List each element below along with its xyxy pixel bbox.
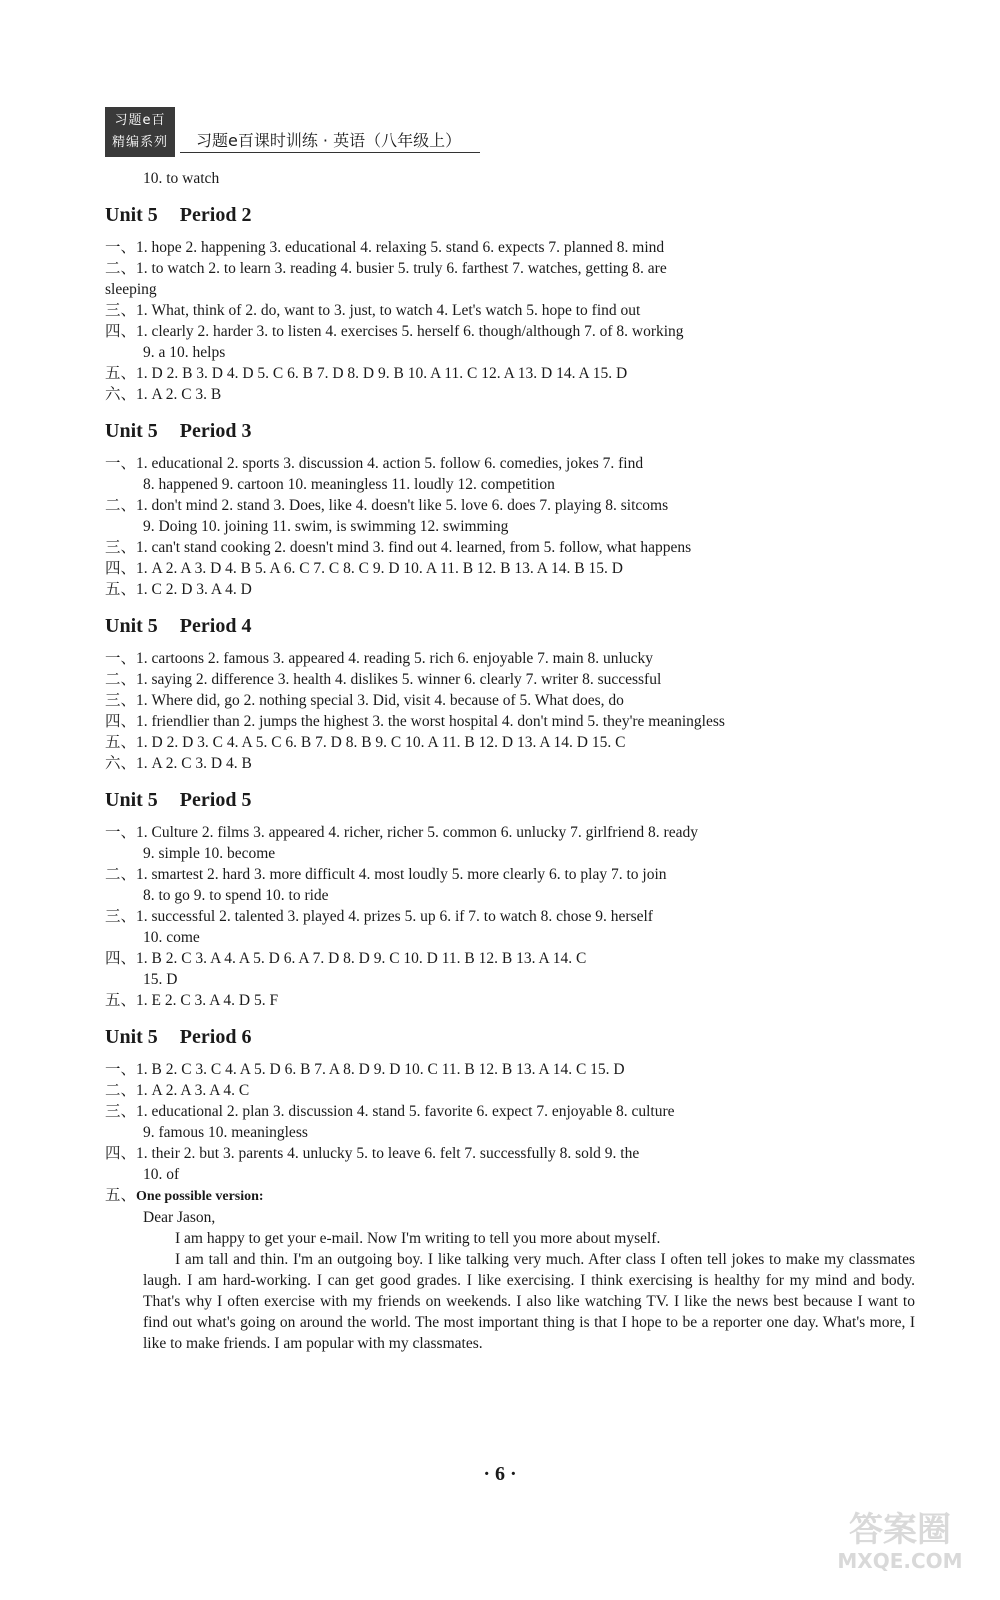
series-logo — [105, 107, 175, 157]
answer-line: 二、1. smartest 2. hard 3. more difficult 4. most loudly 5. more clearly 6. to play 7. to join — [105, 866, 667, 883]
unit-heading — [105, 419, 915, 443]
period-label: Period 3 — [179, 420, 252, 442]
unit-heading — [105, 614, 915, 638]
answer-line: 10. come — [143, 929, 200, 946]
unit-label: Unit 5 — [105, 204, 158, 226]
answer-line: 一、1. B 2. C 3. C 4. A 5. D 6. B 7. A 8. D 9. D 10. C 11. B 12. B 13. A 14. C 15. D — [105, 1061, 625, 1078]
answer-line: 一、1. Culture 2. films 3. appeared 4. richer, richer 5. common 6. unlucky 7. girlfriend 8. ready — [105, 824, 698, 841]
essay-section — [105, 1185, 915, 1354]
period-label: Period 2 — [179, 204, 252, 226]
unit-heading — [105, 203, 915, 227]
answer-content — [105, 168, 915, 1354]
watermark-cn: 答案圈 — [849, 1510, 951, 1550]
answer-line: 一、1. hope 2. happening 3. educational 4. relaxing 5. stand 6. expects 7. planned 8. mind — [105, 239, 665, 256]
unit-label: Unit 5 — [105, 615, 158, 637]
logo-line-2: 精编系列 — [111, 135, 168, 150]
answer-line: 四、1. A 2. A 3. D 4. B 5. A 6. C 7. C 8. C 9. D 10. A 11. B 12. B 13. A 14. B 15. D — [105, 560, 623, 577]
answer-line: 8. to go 9. to spend 10. to ride — [143, 887, 329, 904]
watermark-logo — [825, 1510, 975, 1580]
unit-section — [105, 614, 915, 774]
answer-line: 三、1. educational 2. plan 3. discussion 4. stand 5. favorite 6. expect 7. enjoyable 8. culture — [105, 1103, 675, 1120]
logo-line-1: 习题e百 — [114, 113, 166, 128]
page-number: · 6 · — [483, 1463, 517, 1485]
answer-line: 三、1. successful 2. talented 3. played 4. prizes 5. up 6. if 7. to watch 8. chose 9. herself — [105, 908, 653, 925]
answer-line: 三、1. Where did, go 2. nothing special 3. Did, visit 4. because of 5. What does, do — [105, 692, 624, 709]
answer-line: 8. happened 9. cartoon 10. meaningless 11. loudly 12. competition — [143, 476, 555, 493]
period-label: Period 4 — [179, 615, 252, 637]
answer-line: 10. of — [143, 1166, 180, 1183]
unit-label: Unit 5 — [105, 1026, 158, 1048]
answer-line: 四、1. B 2. C 3. A 4. A 5. D 6. A 7. D 8. D 9. C 10. D 11. B 12. B 13. A 14. C — [105, 950, 587, 967]
unit-label: Unit 5 — [105, 420, 158, 442]
unit-section — [105, 419, 915, 600]
unit-heading — [105, 788, 915, 812]
answer-line: sleeping — [105, 281, 157, 298]
answer-line: 一、1. educational 2. sports 3. discussion 4. action 5. follow 6. comedies, jokes 7. find — [105, 455, 644, 472]
unit-heading — [105, 1025, 915, 1049]
unit-section — [105, 203, 915, 405]
period-label: Period 6 — [179, 1026, 252, 1048]
answer-line: 9. simple 10. become — [143, 845, 276, 862]
header-divider — [180, 152, 480, 153]
answer-line: 一、1. cartoons 2. famous 3. appeared 4. reading 5. rich 6. enjoyable 7. main 8. unlucky — [105, 650, 653, 667]
answer-line: 五、1. E 2. C 3. A 4. D 5. F — [105, 992, 279, 1009]
answer-line: 三、1. What, think of 2. do, want to 3. just, to watch 4. Let's watch 5. hope to find out — [105, 302, 641, 319]
answer-line: 9. famous 10. meaningless — [143, 1124, 308, 1141]
essay-label: 五、 — [105, 1187, 137, 1204]
answer-line: 六、1. A 2. C 3. B — [105, 386, 222, 403]
answer-line: 五、1. C 2. D 3. A 4. D — [105, 581, 252, 598]
watermark-en: MXQE.COM — [837, 1549, 963, 1573]
answer-line: 三、1. can't stand cooking 2. doesn't mind 3. find out 4. learned, from 5. follow, what happens — [105, 539, 692, 556]
period-label: Period 5 — [179, 789, 252, 811]
answer-line: 四、1. their 2. but 3. parents 4. unlucky 5. to leave 6. felt 7. successfully 8. sold 9. the — [105, 1145, 640, 1162]
essay-paragraph: I am happy to get your e-mail. Now I'm writing to tell you more about myself. — [175, 1230, 661, 1247]
answer-line: 四、1. clearly 2. harder 3. to listen 4. exercises 5. herself 6. though/although 7. of 8. working — [105, 323, 684, 340]
answer-line: 二、1. saying 2. difference 3. health 4. dislikes 5. winner 6. clearly 7. writer 8. successful — [105, 671, 662, 688]
answer-line: 二、1. A 2. A 3. A 4. C — [105, 1082, 250, 1099]
unit-section — [105, 788, 915, 1011]
answer-line: 四、1. friendlier than 2. jumps the highest 3. the worst hospital 4. don't mind 5. they're meaningless — [105, 713, 725, 730]
answer-line: 9. a 10. helps — [143, 344, 226, 361]
answer-line: 六、1. A 2. C 3. D 4. B — [105, 755, 252, 772]
essay-paragraph: I am tall and thin. I'm an outgoing boy. I like talking very much. After class I often tell jokes to make my classmates laugh. I am hard-working. I can get good grades. I like exercising. I think exercising is healthy for my mind and body. That's why I often exercise with my friends on weekends. I also like watching TV. I like the news best because I want to find out what's going on around the world. The most important thing is that I hope to be a reporter one day. What's more, I like to make friends. I am popular with my classmates. — [143, 1251, 915, 1352]
answer-line: 15. D — [143, 971, 178, 988]
book-title: 习题e百课时训练 · 英语（八年级上） — [196, 131, 462, 150]
essay-version-label: One possible version: — [136, 1189, 264, 1204]
unit-label: Unit 5 — [105, 789, 158, 811]
answer-line: 二、1. don't mind 2. stand 3. Does, like 4. doesn't like 5. love 6. does 7. playing 8. sitcoms — [105, 497, 669, 514]
answer-line: 9. Doing 10. joining 11. swim, is swimming 12. swimming — [143, 518, 509, 535]
units-container — [105, 203, 915, 1185]
essay-greeting: Dear Jason, — [143, 1209, 216, 1226]
answer-line: 五、1. D 2. D 3. C 4. A 5. C 6. B 7. D 8. B 9. C 10. A 11. B 12. D 13. A 14. D 15. C — [105, 734, 626, 751]
answer-line: 二、1. to watch 2. to learn 3. reading 4. busier 5. truly 6. farthest 7. watches, getting 8. are — [105, 260, 667, 277]
carryover-line: 10. to watch — [143, 170, 220, 187]
answer-line: 五、1. D 2. B 3. D 4. D 5. C 6. B 7. D 8. D 9. B 10. A 11. C 12. A 13. D 14. A 15. D — [105, 365, 628, 382]
unit-section — [105, 1025, 915, 1185]
